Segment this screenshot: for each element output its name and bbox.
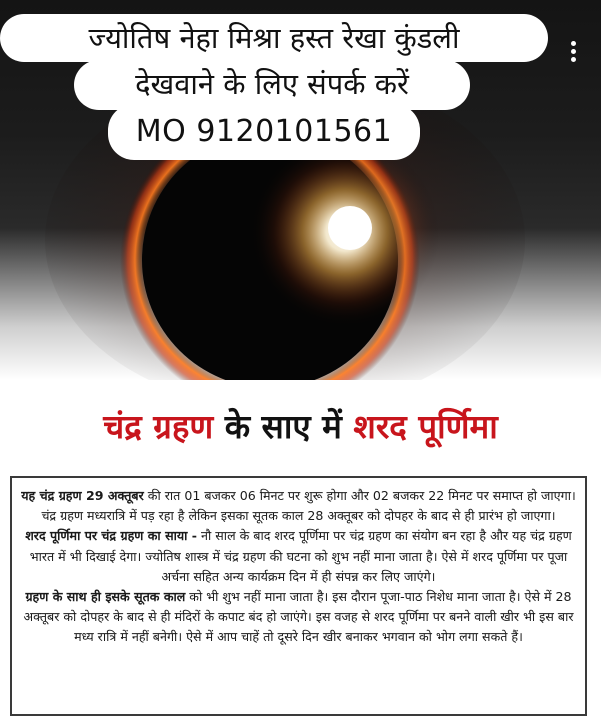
headline-part-3: शरद पूर्णिमा bbox=[353, 407, 498, 446]
article-paragraph-3 bbox=[18, 587, 579, 648]
article-paragraph-2 bbox=[18, 526, 579, 587]
article-p2-body: नौ साल के बाद शरद पूर्णिमा पर चंद्र ग्रहण का संयोग बन रहा है और यह चंद्र ग्रहण भारत में भी दिखाई देगा। ज्योतिष शास्त्र में चंद्र ग्रहण की घटना को शुभ नहीं माना जाता है। ऐसे में शरद पूर्णिमा पर पूजा अर्चना सहित अन्य कार्यक्रम दिन में ही संपन्न कर लिए जाएंगे। bbox=[29, 528, 572, 584]
article-p3-lead: ग्रहण के साथ ही इसके सूतक काल bbox=[25, 589, 186, 605]
article-p2-lead: शरद पूर्णिमा पर चंद्र ग्रहण का साया - bbox=[25, 528, 198, 544]
headline bbox=[0, 404, 601, 450]
caption-astrologer-name: ज्योतिष नेहा मिश्रा हस्त रेखा कुंडली bbox=[0, 14, 548, 62]
caption-phone-number: MO 9120101561 bbox=[108, 104, 420, 160]
article-p1-body: की रात 01 बजकर 06 मिनट पर शुरू होगा और 02 बजकर 22 मिनट पर समाप्त हो जाएगा। चंद्र ग्रहण मध्यरात्रि में पड़ रहा है लेकिन इसका सूतक काल 28 अक्तूबर को दोपहर के बाद से ही प्रारंभ हो जाएगा। bbox=[41, 488, 576, 524]
article-paragraph-1 bbox=[18, 486, 579, 526]
article-p1-lead: यह चंद्र ग्रहण 29 अक्तूबर bbox=[21, 488, 144, 503]
caption-contact-line: देखवाने के लिए संपर्क करें bbox=[74, 60, 470, 110]
more-vertical-icon[interactable] bbox=[567, 38, 579, 72]
headline-part-1: चंद्र ग्रहण bbox=[103, 407, 214, 446]
article-box bbox=[10, 476, 587, 716]
article-p3-body: को भी शुभ नहीं माना जाता है। इस दौरान पूजा-पाठ निशेध माना जाता है। ऐसे में 28 अक्तूबर को दोपहर के बाद से ही मंदिरों के कपाट बंद हो जाएंगे। इस वजह से शरद पूर्णिमा पर बनने वाली खीर भी इस बार मध्य रात्रि में नहीं बनेगी। ऐसे में आप चाहें तो दूसरे दिन खीर बनाकर भगवान को भोग लगा सकते हैं। bbox=[23, 589, 574, 645]
headline-part-2: के साए में bbox=[224, 407, 342, 446]
